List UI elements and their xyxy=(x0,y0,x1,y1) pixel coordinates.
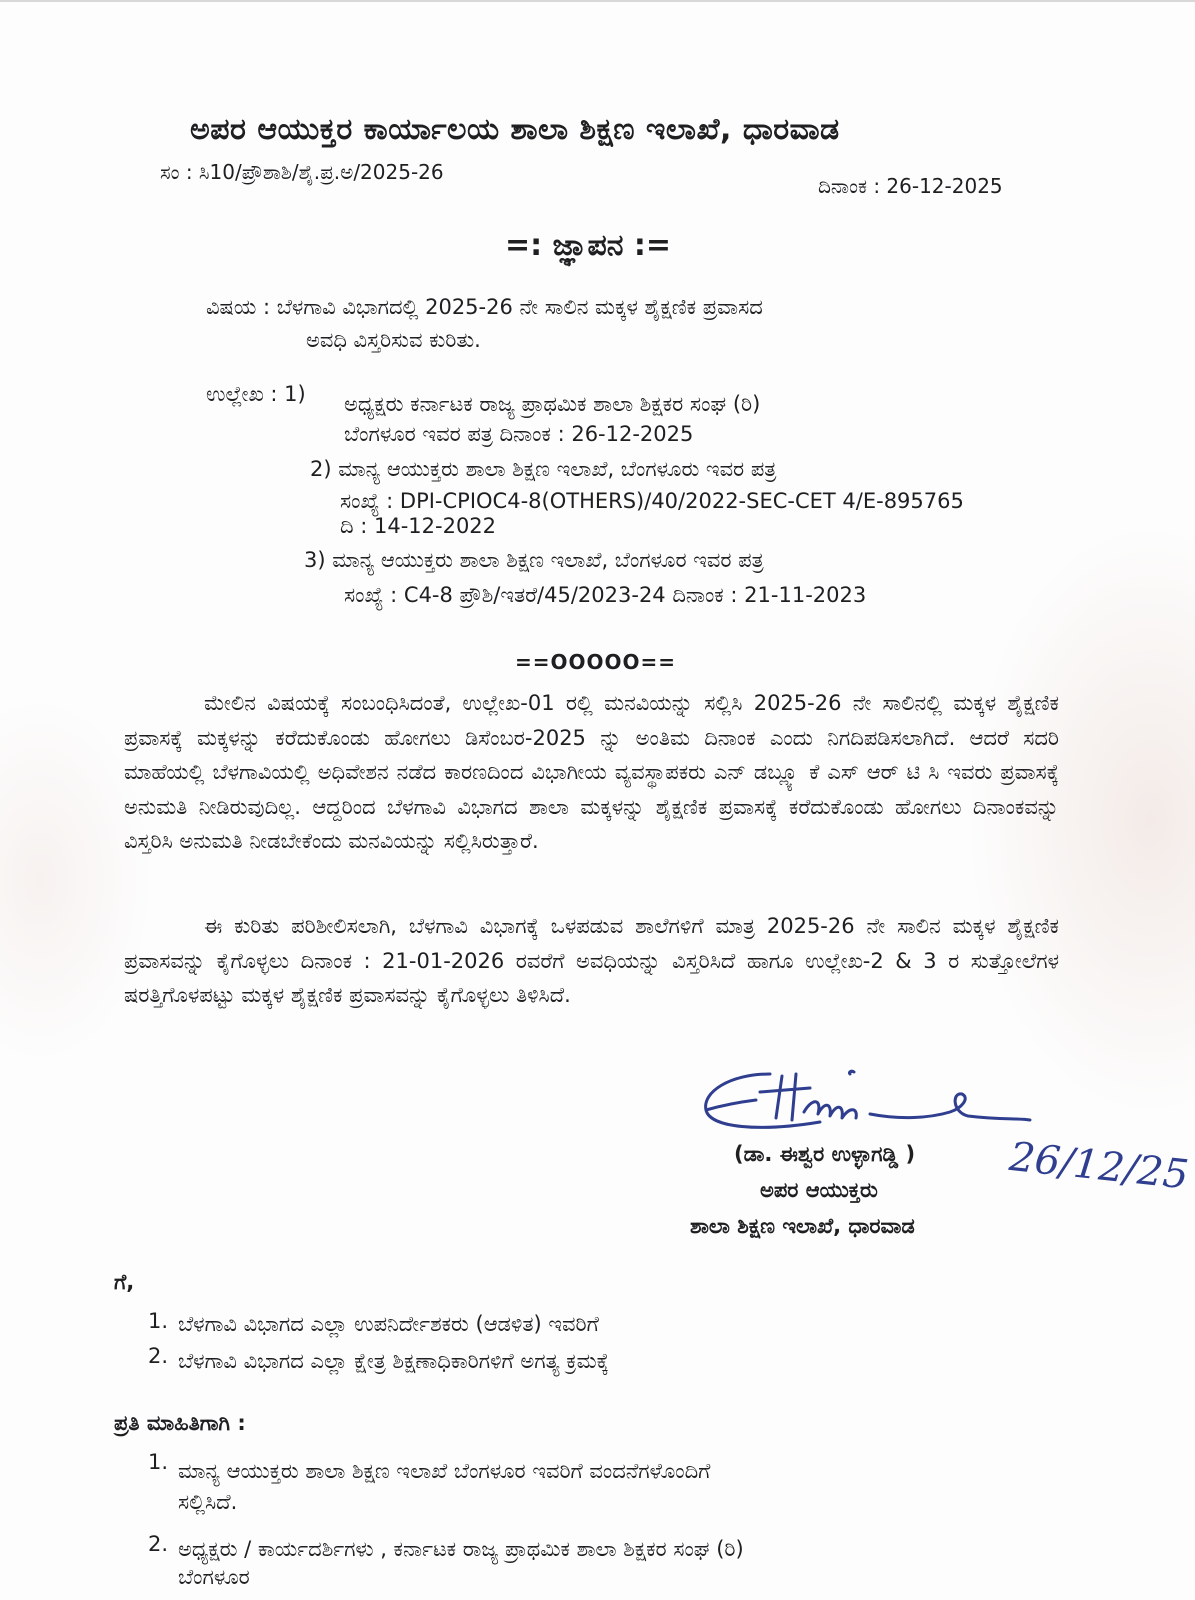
recipient-1-text: ಬೆಳಗಾವಿ ವಿಭಾಗದ ಎಲ್ಲಾ ಉಪನಿರ್ದೇಶಕರು (ಆಡಳಿತ) ಇವರಿಗೆ xyxy=(178,1312,599,1336)
issue-date: ದಿನಾಂಕ : 26-12-2025 xyxy=(818,174,1003,198)
body-paragraph-2: ಈ ಕುರಿತು ಪರಿಶೀಲಿಸಲಾಗಿ, ಬೆಳಗಾವಿ ವಿಭಾಗಕ್ಕೆ ಒಳಪಡುವ ಶಾಲೆಗಳಿಗೆ ಮಾತ್ರ 2025-26 ನೇ ಸಾಲಿನ ಮಕ್ಕಳ ಶೈಕ್ಷಣಿಕ ಪ್ರವಾಸವನ್ನು ಕೈಗೊಳ್ಳಲು ದಿನಾಂಕ : 21-01-2026 ರವರೆಗೆ ಅವಧಿಯನ್ನು ವಿಸ್ತರಿಸಿದೆ ಹಾಗೂ ಉಲ್ಲೇಖ-2 & 3 ರ ಸುತ್ತೋಲೆಗಳ ಷರತ್ತಿಗೊಳಪಟ್ಟು ಮಕ್ಕಳ ಶೈಕ್ಷಣಿಕ ಪ್ರವಾಸವನ್ನು ಕೈಗೊಳ್ಳಲು ತಿಳಿಸಿದೆ. xyxy=(124,914,1059,1007)
section-divider: ==OOOOO== xyxy=(515,650,677,674)
reference-2-line-2: ಸಂಖ್ಯೆ : DPI-CPIOC4-8(OTHERS)/40/2022-SEC-CET 4/E-895765 xyxy=(340,489,964,513)
subject-line-1: ವಿಷಯ : ಬೆಳಗಾವಿ ವಿಭಾಗದಲ್ಲಿ 2025-26 ನೇ ಸಾಲಿನ ಮಕ್ಕಳ ಶೈಕ್ಷಣಿಕ ಪ್ರವಾಸದ xyxy=(206,295,763,319)
copy-2-line-2: ಬೆಂಗಳೂರ xyxy=(178,1565,250,1589)
reference-2-line-1: 2) ಮಾನ್ಯ ಆಯುಕ್ತರು ಶಾಲಾ ಶಿಕ್ಷಣ ಇಲಾಖೆ, ಬೆಂಗಳೂರು ಇವರ ಪತ್ರ xyxy=(310,457,777,481)
copy-1-number: 1. xyxy=(148,1450,169,1474)
top-edge-line xyxy=(0,0,1195,2)
reference-1-line-1: ಅಧ್ಯಕ್ಷರು ಕರ್ನಾಟಕ ರಾಜ್ಯ ಪ್ರಾಥಮಿಕ ಶಾಲಾ ಶಿಕ್ಷಕರ ಸಂಘ (ರಿ) xyxy=(344,392,761,416)
references-label: ಉಲ್ಲೇಖ : 1) xyxy=(206,382,306,406)
recipient-2-text: ಬೆಳಗಾವಿ ವಿಭಾಗದ ಎಲ್ಲಾ ಕ್ಷೇತ್ರ ಶಿಕ್ಷಣಾಧಿಕಾರಿಗಳಿಗೆ ಅಗತ್ಯ ಕ್ರಮಕ್ಕೆ xyxy=(178,1349,609,1373)
signatory-name: (ಡಾ. ಈಶ್ವರ ಉಳ್ಳಾಗಡ್ಡಿ ) xyxy=(734,1142,916,1166)
copy-info-label: ಪ್ರತಿ ಮಾಹಿತಿಗಾಗಿ : xyxy=(114,1411,246,1435)
reference-number: ಸಂ : ಸಿ10/ಪ್ರೌಶಾಶಿ/ಶೈ.ಪ್ರ.ಅ/2025-26 xyxy=(160,160,444,184)
subject-line-2: ಅವಧಿ ವಿಸ್ತರಿಸುವ ಕುರಿತು. xyxy=(306,328,481,352)
recipient-2-number: 2. xyxy=(148,1344,169,1368)
copy-2-line-1: ಅಧ್ಯಕ್ಷರು / ಕಾರ್ಯದರ್ಶಿಗಳು , ಕರ್ನಾಟಕ ರಾಜ್ಯ ಪ್ರಾಥಮಿಕ ಶಾಲಾ ಶಿಕ್ಷಕರ ಸಂಘ (ರಿ) xyxy=(178,1537,744,1561)
reference-1-line-2: ಬೆಂಗಳೂರ ಇವರ ಪತ್ರ ದಿನಾಂಕ : 26-12-2025 xyxy=(344,422,694,446)
recipient-1-number: 1. xyxy=(148,1309,169,1333)
reference-2-line-3: ದಿ : 14-12-2022 xyxy=(340,514,497,538)
reference-3-line-2: ಸಂಖ್ಯೆ : C4-8 ಪ್ರೌಶಿ/ಇತರೆ/45/2023-24 ದಿನಾಂಕ : 21-11-2023 xyxy=(344,583,867,607)
recipients-label: ಗೆ, xyxy=(114,1270,135,1294)
memo-heading: =: ಜ್ಞಾಪನ := xyxy=(505,228,671,263)
copy-2-number: 2. xyxy=(148,1532,169,1556)
handwritten-date: 26/12/25 xyxy=(1007,1134,1191,1199)
reference-3-line-1: 3) ಮಾನ್ಯ ಆಯುಕ್ತರು ಶಾಲಾ ಶಿಕ್ಷಣ ಇಲಾಖೆ, ಬೆಂಗಳೂರ ಇವರ ಪತ್ರ xyxy=(304,548,764,572)
body-paragraph-1: ಮೇಲಿನ ವಿಷಯಕ್ಕೆ ಸಂಬಂಧಿಸಿದಂತೆ, ಉಲ್ಲೇಖ-01 ರಲ್ಲಿ ಮನವಿಯನ್ನು ಸಲ್ಲಿಸಿ 2025-26 ನೇ ಸಾಲಿನಲ್ಲಿ ಮಕ್ಕಳ ಶೈಕ್ಷಣಿಕ ಪ್ರವಾಸಕ್ಕೆ ಮಕ್ಕಳನ್ನು ಕರೆದುಕೊಂಡು ಹೋಗಲು ಡಿಸೆಂಬರ-2025 ನ್ನು ಅಂತಿಮ ದಿನಾಂಕ ಎಂದು ನಿಗದಿಪಡಿಸಲಾಗಿದೆ. ಆದರೆ ಸದರಿ ಮಾಹೆಯಲ್ಲಿ ಬೆಳಗಾವಿಯಲ್ಲಿ ಅಧಿವೇಶನ ನಡೆದ ಕಾರಣದಿಂದ ವಿಭಾಗೀಯ ವ್ಯವಸ್ಥಾಪಕರು ಎನ್ ಡಬ್ಲ್ಯೂ ಕೆ ಎಸ್ ಆರ್ ಟಿ ಸಿ ಇವರು ಪ್ರವಾಸಕ್ಕೆ ಅನುಮತಿ ನೀಡಿರುವುದಿಲ್ಲ. ಆದ್ದರಿಂದ ಬೆಳಗಾವಿ ವಿಭಾಗದ ಶಾಲಾ ಮಕ್ಕಳನ್ನು ಶೈಕ್ಷಣಿಕ ಪ್ರವಾಸಕ್ಕೆ ಕರೆದುಕೊಂಡು ಹೋಗಲು ದಿನಾಂಕವನ್ನು ವಿಸ್ತರಿಸಿ ಅನುಮತಿ ನೀಡಬೇಕೆಂದು ಮನವಿಯನ್ನು ಸಲ್ಲಿಸಿರುತ್ತಾರೆ. xyxy=(124,691,1059,853)
copy-1-line-2: ಸಲ್ಲಿಸಿದೆ. xyxy=(178,1490,238,1514)
signatory-designation: ಅಪರ ಆಯುಕ್ತರು xyxy=(760,1178,878,1202)
copy-1-line-1: ಮಾನ್ಯ ಆಯುಕ್ತರು ಶಾಲಾ ಶಿಕ್ಷಣ ಇಲಾಖೆ ಬೆಂಗಳೂರ ಇವರಿಗೆ ವಂದನೆಗಳೊಂದಿಗೆ xyxy=(178,1459,711,1483)
signatory-office: ಶಾಲಾ ಶಿಕ್ಷಣ ಇಲಾಖೆ, ಧಾರವಾಡ xyxy=(690,1214,915,1238)
office-title: ಅಪರ ಆಯುಕ್ತರ ಕಾರ್ಯಾಲಯ ಶಾಲಾ ಶಿಕ್ಷಣ ಇಲಾಖೆ, ಧಾರವಾಡ xyxy=(190,112,840,147)
